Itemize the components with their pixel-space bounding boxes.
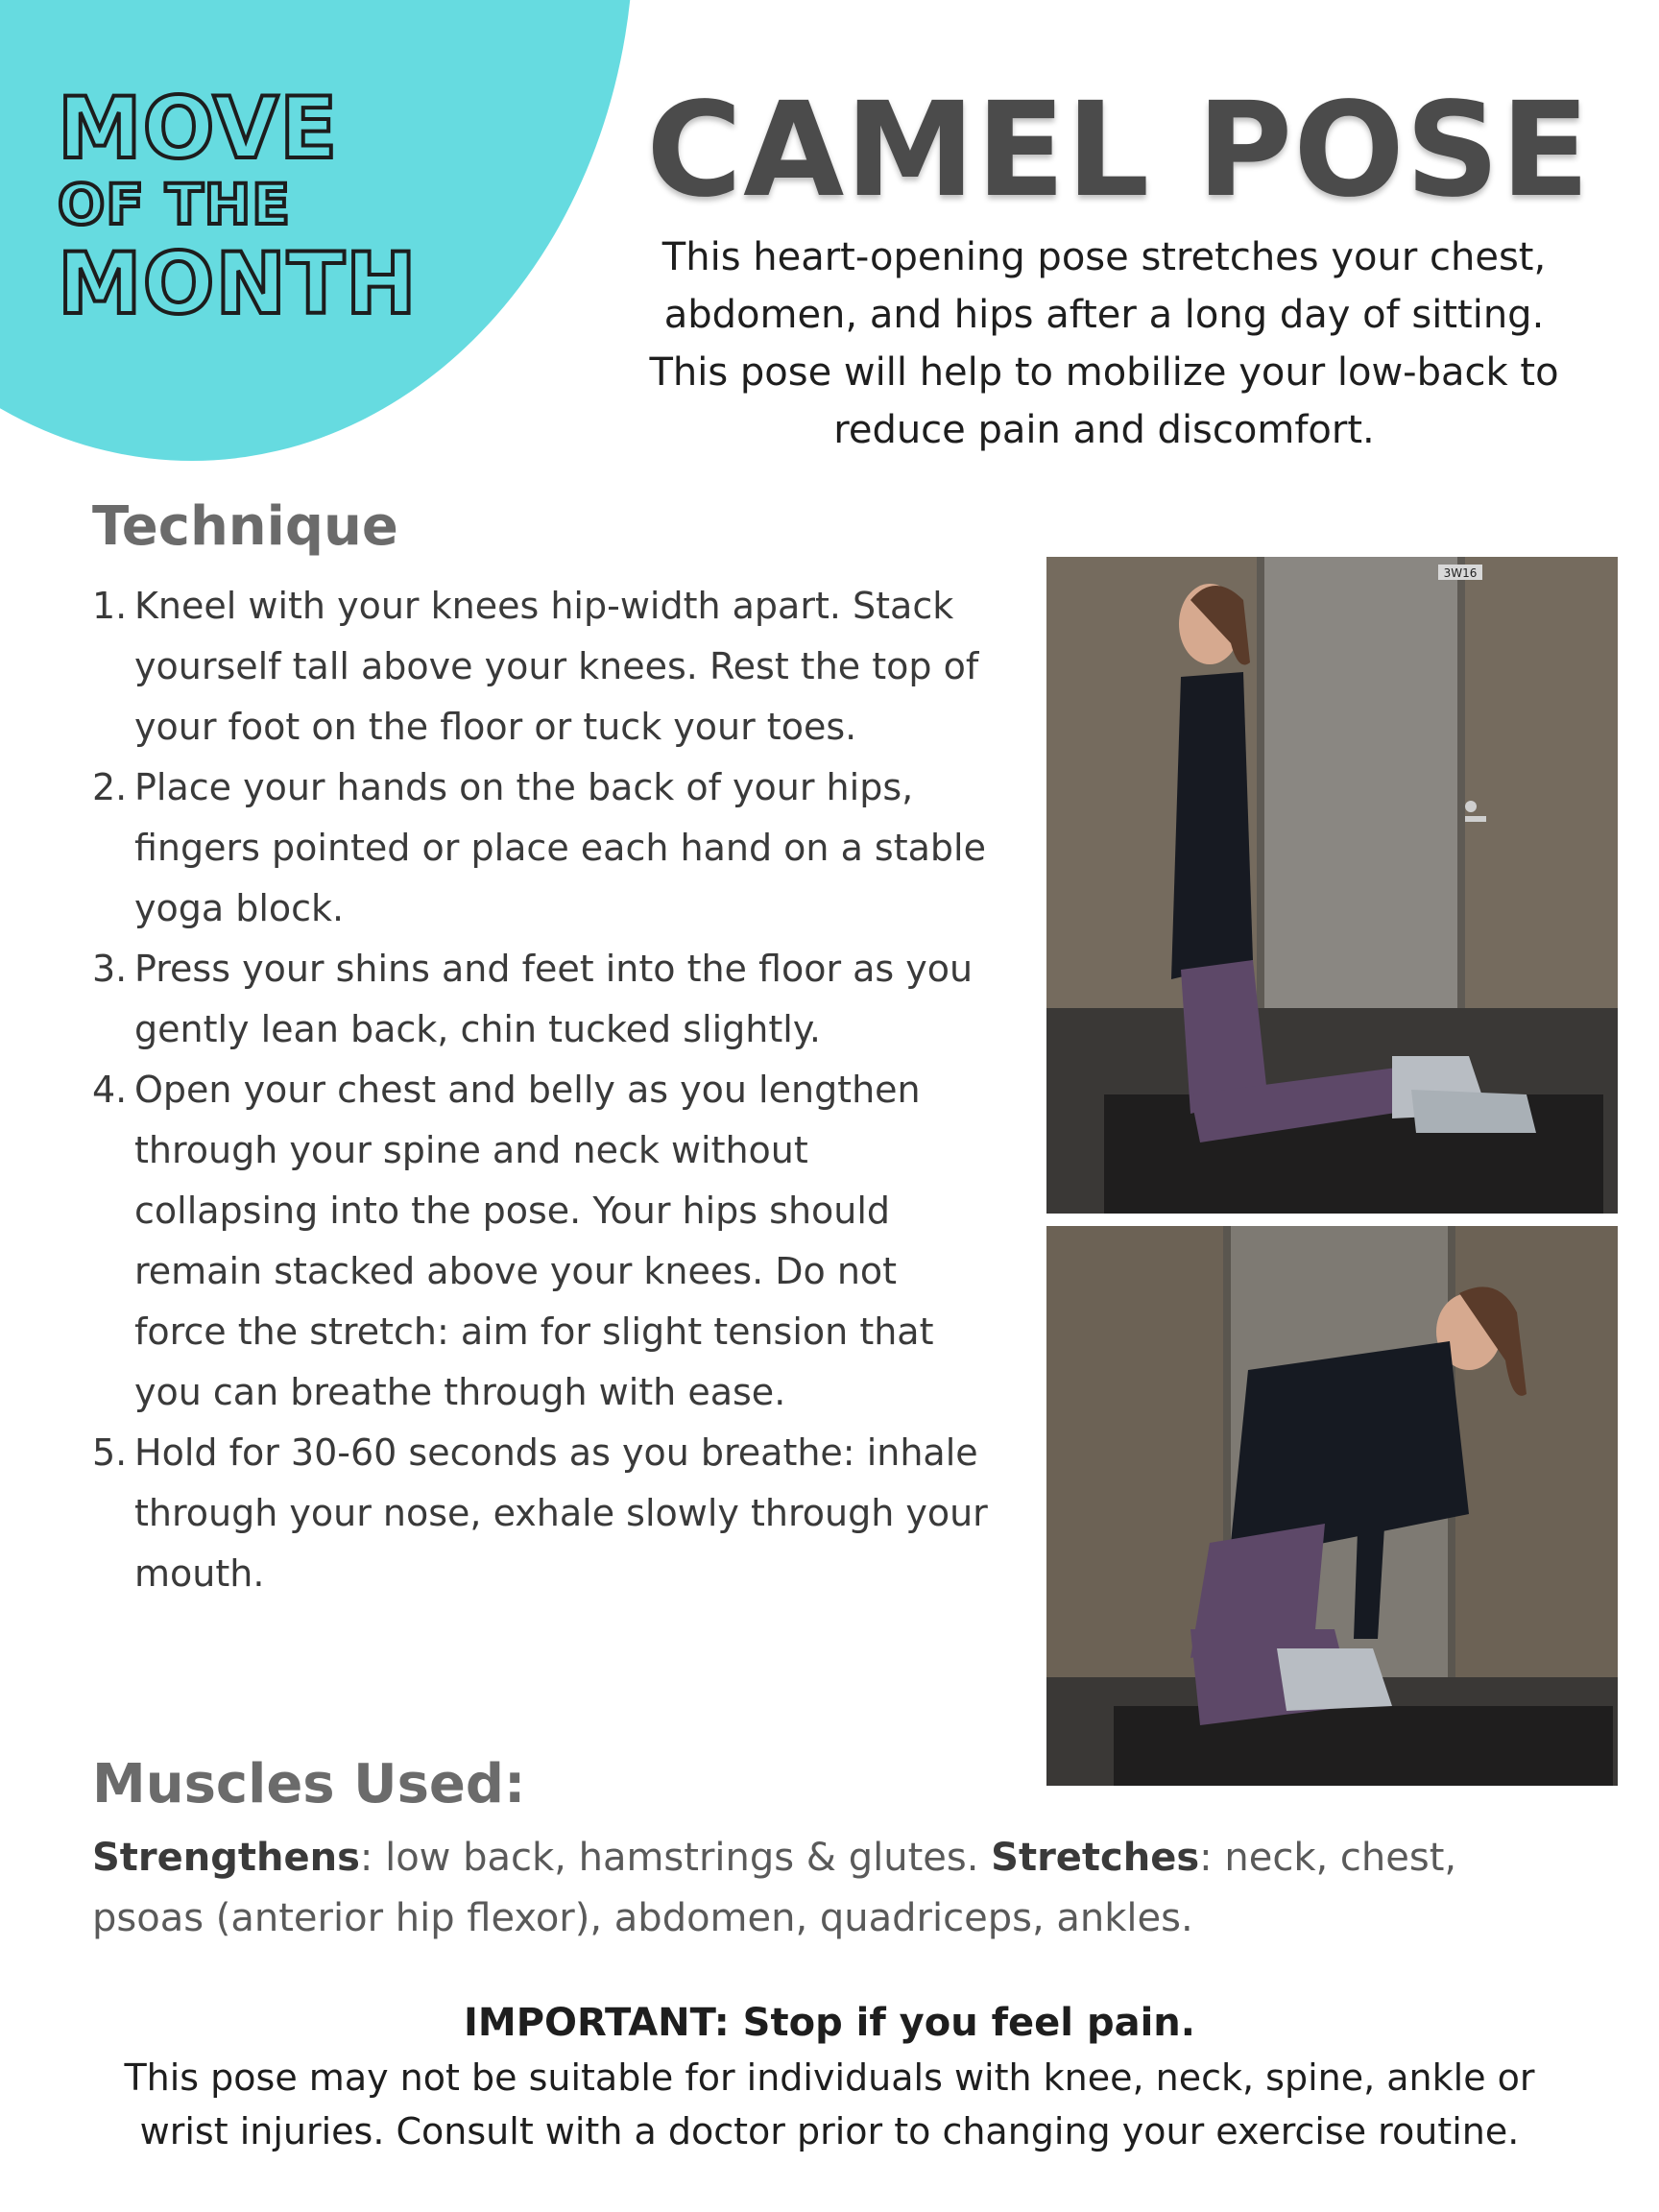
step-text: Kneel with your knees hip-width apart. Stack yourself tall above your knees. Rest the top of your foot on the floor or tuck your toes. xyxy=(134,585,979,748)
step-number: 4. xyxy=(92,1069,128,1111)
door-sign: 3W16 xyxy=(1443,566,1478,580)
photo-kneeling-upright-illustration xyxy=(1046,557,1618,1214)
step-text: Press your shins and feet into the floor as you gently lean back, chin tucked slightly. xyxy=(134,948,974,1050)
step-text: Hold for 30-60 seconds as you breathe: inhale through your nose, exhale slowly through your mouth. xyxy=(134,1431,988,1595)
photo-kneeling-upright xyxy=(1046,557,1618,1214)
technique-steps xyxy=(92,576,995,1604)
step-2 xyxy=(92,757,995,939)
step-4 xyxy=(92,1060,995,1423)
page-title: CAMEL POSE xyxy=(646,75,1591,227)
photo-leaning-back xyxy=(1046,1226,1618,1786)
muscles-heading: Muscles Used: xyxy=(92,1753,526,1815)
important-title: IMPORTANT: Stop if you feel pain. xyxy=(464,2001,1195,2045)
step-number: 5. xyxy=(92,1431,128,1474)
step-number: 3. xyxy=(92,948,128,990)
strengthens-label: Strengthens xyxy=(92,1836,360,1880)
step-text: Open your chest and belly as you lengthen through your spine and neck without collapsing into the pose. Your hips should remain stacked above your knees. Do not force the stretch: aim for slight tension that you can breathe through with ease. xyxy=(134,1069,934,1413)
step-text: Place your hands on the back of your hips, fingers pointed or place each hand on a stable yoga block. xyxy=(134,766,986,929)
strengthens-text: : low back, hamstrings & glutes. xyxy=(359,1836,992,1880)
step-1 xyxy=(92,576,995,757)
stretches-label: Stretches xyxy=(991,1836,1200,1880)
step-number: 1. xyxy=(92,585,128,627)
technique-heading: Technique xyxy=(92,495,398,558)
step-3 xyxy=(92,939,995,1060)
photo-leaning-back-illustration xyxy=(1046,1226,1618,1786)
important-body: This pose may not be suitable for individuals with knee, neck, spine, ankle or wrist injuries. Consult with a doctor prior to changing your exercise routine. xyxy=(124,2056,1535,2152)
step-5 xyxy=(92,1423,995,1604)
badge-line-month: MONTH xyxy=(58,234,418,333)
intro-text: This heart-opening pose stretches your chest, abdomen, and hips after a long day of sitting. This pose will help to mobilize your low-back to reduce pain and discomfort. xyxy=(649,235,1559,452)
muscles-text xyxy=(92,1828,1484,1949)
badge-line-of-the: OF THE xyxy=(58,172,291,237)
stretches-text: : neck, chest, psoas (anterior hip flexor), abdomen, quadriceps, ankles. xyxy=(92,1836,1457,1940)
badge-line-move: MOVE xyxy=(58,79,339,178)
step-number: 2. xyxy=(92,766,128,808)
